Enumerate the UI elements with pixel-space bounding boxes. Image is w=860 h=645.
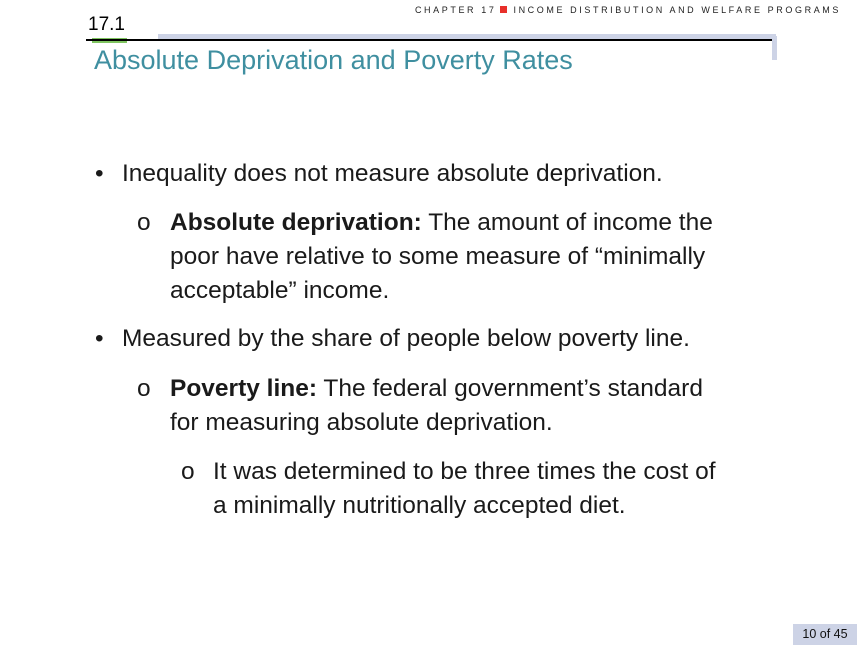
red-square-icon xyxy=(500,6,507,13)
chapter-title: INCOME DISTRIBUTION AND WELFARE PROGRAMS xyxy=(513,5,841,15)
bullet-marker: • xyxy=(95,325,104,352)
definition-text-line2: for measuring absolute deprivation. xyxy=(170,409,553,436)
definition-text-line2: poor have relative to some measure of “minimally xyxy=(170,243,706,270)
detail-text-line2: a minimally nutritionally accepted diet. xyxy=(213,492,626,519)
chapter-header xyxy=(415,5,841,15)
sub-sub-bullet-marker: o xyxy=(181,458,195,485)
detail-text-line1: It was determined to be three times the cost of xyxy=(213,458,716,485)
slide-title: Absolute Deprivation and Poverty Rates xyxy=(94,45,573,75)
definition-text: The amount of income the xyxy=(421,209,713,236)
chapter-label: CHAPTER 17 xyxy=(414,5,497,15)
sub-bullet-marker: o xyxy=(137,209,151,236)
bullet-text: Measured by the share of people below poverty line. xyxy=(122,325,690,352)
definition-text: The federal government’s standard xyxy=(317,375,703,402)
bullet-marker: • xyxy=(95,160,104,187)
section-number: 17.1 xyxy=(88,14,125,35)
header-rule-end xyxy=(772,36,777,60)
header-rule xyxy=(86,39,776,41)
definition-term: Absolute deprivation: xyxy=(170,209,422,236)
definition-term: Poverty line: xyxy=(170,375,318,402)
page-indicator: 10 of 45 xyxy=(793,624,857,645)
sub-bullet-marker: o xyxy=(137,375,151,402)
definition-text-line3: acceptable” income. xyxy=(170,277,390,304)
bullet-text: Inequality does not measure absolute deprivation. xyxy=(122,160,663,187)
